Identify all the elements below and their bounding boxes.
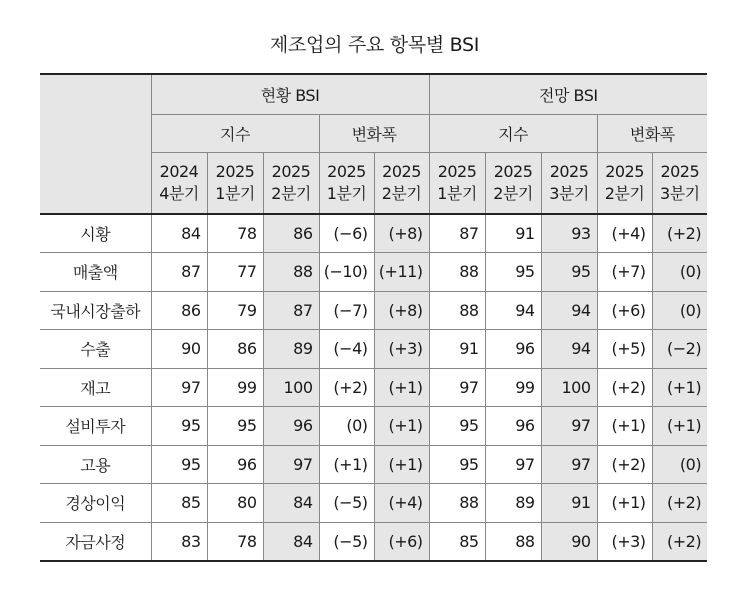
index-cell: 100: [541, 368, 597, 407]
index-cell: 95: [429, 407, 485, 446]
index-cell: 86: [263, 214, 319, 253]
outlook-bsi-header: 전망 BSI: [429, 74, 707, 114]
index-cell: 94: [541, 291, 597, 330]
table-row: [40, 484, 707, 523]
row-label: 수출: [40, 330, 151, 369]
current-bsi-header: 현황 BSI: [151, 74, 429, 114]
change-cell: (+2): [597, 368, 652, 407]
index-cell: 89: [485, 484, 541, 523]
index-cell: 77: [207, 253, 263, 292]
change-cell: (−6): [319, 214, 374, 253]
index-cell: 99: [207, 368, 263, 407]
change-cell: (+1): [652, 407, 707, 446]
change-cell: (+6): [597, 291, 652, 330]
change-cell: (+5): [597, 330, 652, 369]
change-cell: (+4): [597, 214, 652, 253]
index-cell: 84: [263, 484, 319, 523]
change-cell: (0): [319, 407, 374, 446]
index-cell: 97: [429, 368, 485, 407]
index-cell: 91: [541, 484, 597, 523]
index-cell: 94: [485, 291, 541, 330]
change-cell: (−5): [319, 522, 374, 561]
index-cell: 94: [541, 330, 597, 369]
table-row: [40, 368, 707, 407]
index-cell: 96: [263, 407, 319, 446]
index-cell: 79: [207, 291, 263, 330]
index-cell: 85: [429, 522, 485, 561]
index-cell: 87: [429, 214, 485, 253]
row-label: 시황: [40, 214, 151, 253]
period-header: 2025 3분기: [541, 152, 597, 214]
index-cell: 88: [429, 291, 485, 330]
index-cell: 97: [541, 407, 597, 446]
index-cell: 88: [429, 484, 485, 523]
change-cell: (+4): [374, 484, 429, 523]
index-cell: 99: [485, 368, 541, 407]
change-cell: (+2): [597, 445, 652, 484]
table-row: [40, 445, 707, 484]
change-cell: (−10): [319, 253, 374, 292]
change-cell: (+8): [374, 214, 429, 253]
index-cell: 90: [541, 522, 597, 561]
change-cell: (0): [652, 291, 707, 330]
change-cell: (+2): [652, 522, 707, 561]
period-header: 2025 3분기: [652, 152, 707, 214]
index-cell: 78: [207, 522, 263, 561]
change-cell: (+1): [374, 407, 429, 446]
outlook-index-header: 지수: [429, 114, 597, 152]
period-header: 2025 2분기: [597, 152, 652, 214]
index-cell: 96: [485, 330, 541, 369]
table-title: 제조업의 주요 항목별 BSI: [269, 34, 480, 56]
period-header: 2025 1분기: [429, 152, 485, 214]
table-row: [40, 214, 707, 253]
index-cell: 91: [485, 214, 541, 253]
index-cell: 84: [151, 214, 207, 253]
current-index-header: 지수: [151, 114, 319, 152]
index-cell: 97: [541, 445, 597, 484]
index-cell: 95: [485, 253, 541, 292]
row-label: 재고: [40, 368, 151, 407]
change-cell: (+2): [652, 214, 707, 253]
current-change-header: 변화폭: [319, 114, 429, 152]
index-cell: 97: [263, 445, 319, 484]
index-cell: 86: [207, 330, 263, 369]
change-cell: (+3): [597, 522, 652, 561]
table-row: [40, 253, 707, 292]
change-cell: (+1): [374, 368, 429, 407]
period-header: 2025 1분기: [319, 152, 374, 214]
index-cell: 78: [207, 214, 263, 253]
index-cell: 89: [263, 330, 319, 369]
bsi-table: [40, 73, 707, 562]
change-cell: (+11): [374, 253, 429, 292]
change-cell: (+1): [597, 407, 652, 446]
corner-cell: [40, 74, 151, 214]
table-row: [40, 330, 707, 369]
index-cell: 95: [429, 445, 485, 484]
change-cell: (+1): [374, 445, 429, 484]
change-cell: (+2): [319, 368, 374, 407]
change-cell: (+6): [374, 522, 429, 561]
index-cell: 96: [207, 445, 263, 484]
index-cell: 85: [151, 484, 207, 523]
row-label: 국내시장출하: [40, 291, 151, 330]
index-cell: 84: [263, 522, 319, 561]
index-cell: 97: [151, 368, 207, 407]
table-body: [40, 214, 707, 561]
change-cell: (+8): [374, 291, 429, 330]
row-label: 고용: [40, 445, 151, 484]
index-cell: 88: [263, 253, 319, 292]
period-header: 2025 2분기: [485, 152, 541, 214]
change-cell: (+1): [652, 368, 707, 407]
index-cell: 83: [151, 522, 207, 561]
table-row: [40, 291, 707, 330]
change-cell: (−7): [319, 291, 374, 330]
table-row: [40, 522, 707, 561]
row-label: 설비투자: [40, 407, 151, 446]
change-cell: (−2): [652, 330, 707, 369]
index-cell: 100: [263, 368, 319, 407]
index-cell: 95: [151, 445, 207, 484]
period-header: 2025 1분기: [207, 152, 263, 214]
change-cell: (−4): [319, 330, 374, 369]
outlook-change-header: 변화폭: [597, 114, 707, 152]
row-label: 자금사정: [40, 522, 151, 561]
change-cell: (+2): [652, 484, 707, 523]
index-cell: 90: [151, 330, 207, 369]
index-cell: 87: [263, 291, 319, 330]
index-cell: 93: [541, 214, 597, 253]
period-header: 2025 2분기: [374, 152, 429, 214]
period-header: 2025 2분기: [263, 152, 319, 214]
table-row: [40, 407, 707, 446]
change-cell: (0): [652, 253, 707, 292]
index-cell: 95: [151, 407, 207, 446]
change-cell: (+7): [597, 253, 652, 292]
index-cell: 91: [429, 330, 485, 369]
change-cell: (+1): [319, 445, 374, 484]
index-cell: 87: [151, 253, 207, 292]
index-cell: 86: [151, 291, 207, 330]
index-cell: 95: [541, 253, 597, 292]
index-cell: 88: [485, 522, 541, 561]
index-cell: 88: [429, 253, 485, 292]
change-cell: (0): [652, 445, 707, 484]
index-cell: 97: [485, 445, 541, 484]
row-label: 경상이익: [40, 484, 151, 523]
change-cell: (−5): [319, 484, 374, 523]
index-cell: 80: [207, 484, 263, 523]
index-cell: 95: [207, 407, 263, 446]
index-cell: 96: [485, 407, 541, 446]
row-label: 매출액: [40, 253, 151, 292]
change-cell: (+1): [597, 484, 652, 523]
period-header: 2024 4분기: [151, 152, 207, 214]
change-cell: (+3): [374, 330, 429, 369]
